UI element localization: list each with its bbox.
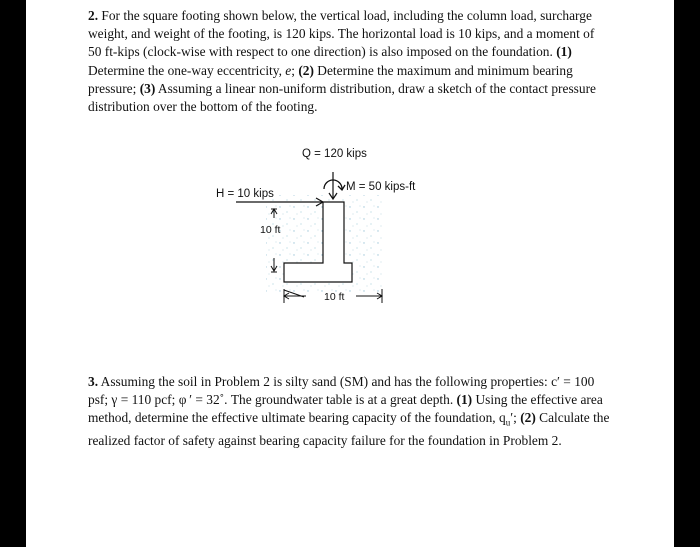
right-black-border	[674, 0, 700, 547]
prime-mark: ′;	[510, 410, 521, 426]
problem-2-statement: For the square footing shown below, the vertical load, including the column load, surcharge weight, and weight of the footing, is 120 kips. The horizontal load is 10 kips, and a moment of 50 ft-kips (clock-wise with respect to one direction) is also imposed on the foundation.	[88, 8, 595, 60]
left-black-border	[0, 0, 26, 547]
part-1-marker: (1)	[456, 392, 473, 408]
problem-2-number: 2.	[88, 8, 99, 23]
eccentricity-symbol: e	[285, 62, 292, 78]
problem-2-part3: Assuming a linear non-uniform distribution, draw a sketch of the contact pressure distribution over the bottom of the footing.	[88, 80, 596, 115]
problem-3-number: 3.	[88, 374, 99, 389]
depth-label: 10 ft	[260, 224, 281, 236]
separator: ;	[291, 62, 299, 78]
vertical-load-label: Q = 120 kips	[302, 148, 367, 160]
problem-2-part2: Determine the maximum and minimum bearing pressure;	[88, 62, 573, 96]
problem-3-part2: Calculate the realized factor of safety against bearing capacity failure for the foundation in Problem 2.	[88, 410, 610, 449]
subscript-u: u	[505, 418, 511, 429]
document-page	[26, 0, 674, 547]
problem-3-text	[88, 373, 614, 450]
part-2-marker: (2)	[520, 410, 536, 426]
problem-3-statement: Assuming the soil in Problem 2 is silty sand (SM) and has the following properties: c′ = 100 psf; γ = 110 pcf; φ ′ = 32˚. The groundwater table is at a great depth.	[88, 374, 595, 408]
part-2-marker: (2)	[298, 62, 314, 78]
moment-label: M = 50 kips-ft	[346, 181, 416, 193]
horizontal-load-label: H = 10 kips	[216, 188, 274, 200]
problem-3-part1: Using the effective area method, determine the effective ultimate bearing capacity of the foundation, q	[88, 392, 603, 426]
part-3-marker: (3)	[139, 80, 156, 96]
part-1-marker: (1)	[556, 44, 572, 60]
problem-2-part1: Determine the one-way eccentricity,	[88, 62, 286, 78]
footing-diagram	[26, 0, 674, 547]
width-label: 10 ft	[324, 291, 345, 303]
